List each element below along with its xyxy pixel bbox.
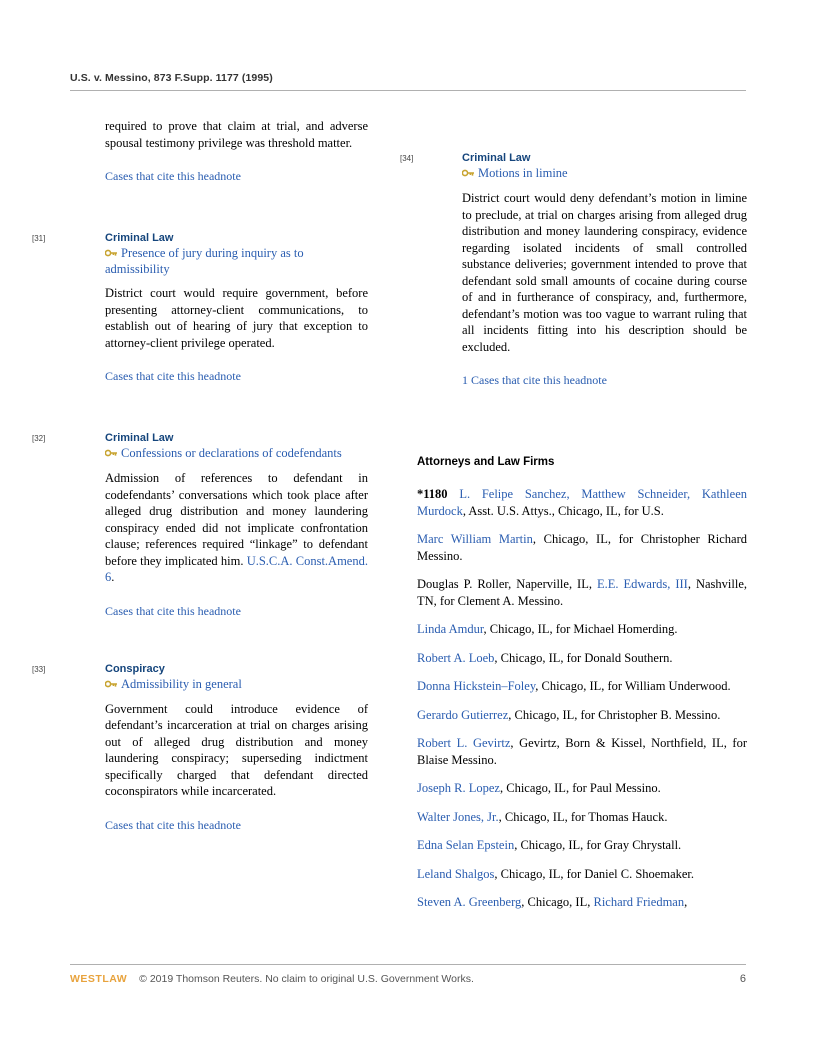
key-icon: [462, 167, 475, 182]
attorney-entry: [417, 531, 747, 564]
attorney-entry: [417, 707, 747, 724]
attorney-names-link[interactable]: Leland Shalgos: [417, 866, 495, 881]
headnote-body-text: Admission of references to defendant in codefendants’ conversations which took place after alleged drug distribution and money laundering conspiracy ended did not implicate confrontation clause; references required “linkage” to defendant before they implicated him.: [105, 471, 368, 568]
attorney-entry: [417, 650, 747, 667]
headnote-subtopic-row: [105, 246, 368, 277]
attorney-detail: , Chicago, IL, for Thomas Hauck.: [498, 809, 668, 824]
headnote-body: District court would require government, before presenting attorney-client communications, to establish out of hearing of jury that exception to attorney-client privilege operated.: [105, 286, 368, 350]
headnote-topic[interactable]: Criminal Law: [105, 232, 174, 244]
attorney-entry: [417, 486, 747, 519]
headnote-subtopic-row: [105, 446, 368, 462]
headnote-subtopic-label[interactable]: Presence of jury during inquiry as to admissibility: [105, 246, 304, 276]
attorney-detail: , Chicago, IL, for Gray Chrystall.: [514, 838, 682, 852]
key-icon: [105, 247, 118, 262]
attorney-entry: [417, 809, 747, 826]
attorney-detail: , Chicago, IL, for Daniel C. Shoemaker.: [494, 866, 695, 881]
attorney-entry: [417, 894, 747, 911]
headnote-body: [105, 470, 368, 586]
statute-cite-link[interactable]: U.S.C.A. Const.Amend. 6: [105, 553, 368, 584]
headnote-subtopic-row: [462, 166, 747, 182]
attorney-detail: , Chicago, IL, for Paul Messino.: [499, 781, 661, 795]
attorney-names-link[interactable]: Linda Amdur: [417, 622, 484, 636]
westlaw-logo: WESTLAW: [70, 973, 128, 985]
attorney-entry: [417, 735, 747, 768]
cases-cite-link[interactable]: Cases that cite this headnote: [105, 169, 241, 183]
attorneys-heading: Attorneys and Law Firms: [417, 456, 555, 468]
headnote-subtopic-label[interactable]: Motions in limine: [478, 166, 568, 180]
attorney-detail: , Chicago, IL, for William Underwood.: [535, 679, 731, 693]
headnote-33: [32, 662, 368, 833]
page-footer: [70, 973, 746, 985]
headnote-number: [34]: [400, 154, 414, 163]
attorney-names-link[interactable]: Joseph R. Lopez: [417, 781, 500, 795]
attorney-detail: , Chicago, IL, for Christopher B. Messino.: [508, 707, 721, 722]
headnote-subtopic-label[interactable]: Confessions or declarations of codefendants: [121, 446, 342, 460]
headnote-32: [32, 432, 368, 619]
attorney-entry: [417, 678, 747, 695]
key-icon: [105, 678, 118, 693]
headnote-34: [400, 152, 747, 388]
attorney-detail: , Asst. U.S. Attys., Chicago, IL, for U.S.: [462, 503, 664, 518]
page-number: 6: [739, 973, 746, 985]
attorney-detail: , Gevirtz, Born & Kissel, Northfield, IL, for Blaise Messino.: [417, 736, 747, 767]
attorney-names-link-2[interactable]: Richard Friedman: [593, 895, 685, 909]
attorney-detail-2: ,: [684, 895, 688, 909]
right-column: [400, 152, 747, 923]
attorney-names-link[interactable]: Robert L. Gevirtz: [417, 736, 511, 750]
continued-headnote-block: [70, 118, 368, 184]
header-divider: [70, 90, 746, 91]
attorney-names-link[interactable]: Edna Selan Epstein: [417, 838, 515, 852]
attorney-detail: , Chicago, IL, for Christopher Richard Messino.: [417, 532, 747, 563]
cases-cite-link[interactable]: Cases that cite this headnote: [105, 369, 241, 383]
headnote-number: [33]: [32, 664, 46, 674]
attorney-detail: , Chicago, IL,: [521, 895, 594, 909]
attorney-entry: [417, 837, 747, 854]
attorney-plain-name: Douglas P. Roller, Naperville, IL,: [417, 577, 597, 591]
headnote-topic[interactable]: Conspiracy: [105, 662, 165, 675]
continued-headnote-text: required to prove that claim at trial, and adverse spousal testimony privilege was threshold matter.: [105, 119, 368, 150]
star-page-marker: *1180: [417, 487, 448, 501]
attorney-names-link[interactable]: Robert A. Loeb: [417, 650, 495, 665]
left-column: [32, 118, 368, 863]
attorney-names-link[interactable]: Donna Hickstein–Foley: [417, 679, 536, 693]
attorney-entry: [417, 576, 747, 609]
headnote-subtopic-row: [105, 677, 368, 693]
document-header-citation: U.S. v. Messino, 873 F.Supp. 1177 (1995): [70, 72, 273, 84]
footer-divider: [70, 964, 746, 965]
attorney-names-link[interactable]: E.E. Edwards, III: [596, 577, 688, 591]
attorney-names-link[interactable]: Walter Jones, Jr.: [417, 809, 499, 824]
attorney-detail: , Chicago, IL, for Donald Southern.: [494, 650, 673, 665]
cases-cite-link[interactable]: 1 Cases that cite this headnote: [462, 373, 607, 387]
headnote-subtopic-label[interactable]: Admissibility in general: [121, 676, 242, 691]
attorney-names-link[interactable]: Steven A. Greenberg: [417, 895, 522, 909]
cases-cite-link[interactable]: Cases that cite this headnote: [105, 817, 241, 832]
attorney-entry: [417, 780, 747, 797]
attorney-entry: [417, 621, 747, 638]
cases-cite-link[interactable]: Cases that cite this headnote: [105, 603, 241, 618]
headnote-number: [32]: [32, 434, 46, 443]
attorney-names-link[interactable]: L. Felipe Sanchez, Matthew Schneider, Kathleen Murdock: [417, 487, 747, 518]
headnote-31: [32, 232, 368, 384]
key-icon: [105, 447, 118, 462]
copyright-text: © 2019 Thomson Reuters. No claim to original U.S. Government Works.: [139, 973, 474, 985]
attorney-names-link[interactable]: Gerardo Gutierrez: [417, 707, 509, 722]
headnote-body: Government could introduce evidence of defendant’s incarceration at trial on charges arising out of alleged drug distribution and money laundering conspiracy; superseding indictment specifically charged that defendant directed coconspirators while incarcerated.: [105, 701, 368, 798]
attorney-detail: , Chicago, IL, for Michael Homerding.: [483, 622, 678, 636]
headnote-body: District court would deny defendant’s motion in limine to preclude, at trial on charges arising from alleged drug distribution and money laundering conspiracy, evidence regarding isolated incidents of small controlled substance deliveries; government intended to prove that defendant sold small amounts of cocaine during course of and in furtherance of conspiracy, and, furthermore, defendant’s motion was too vague to warrant ruling that all incidents fitting into his description should be excluded.: [462, 191, 747, 354]
headnote-topic[interactable]: Criminal Law: [105, 432, 174, 444]
attorney-detail: , Nashville, TN, for Clement A. Messino.: [417, 577, 747, 608]
attorney-entry: [417, 866, 747, 883]
attorneys-section: [417, 456, 747, 911]
headnote-body-text-tail: .: [111, 570, 115, 584]
headnote-number: [31]: [32, 234, 46, 243]
attorney-names-link[interactable]: Marc William Martin: [417, 532, 533, 546]
headnote-topic[interactable]: Criminal Law: [462, 152, 531, 164]
